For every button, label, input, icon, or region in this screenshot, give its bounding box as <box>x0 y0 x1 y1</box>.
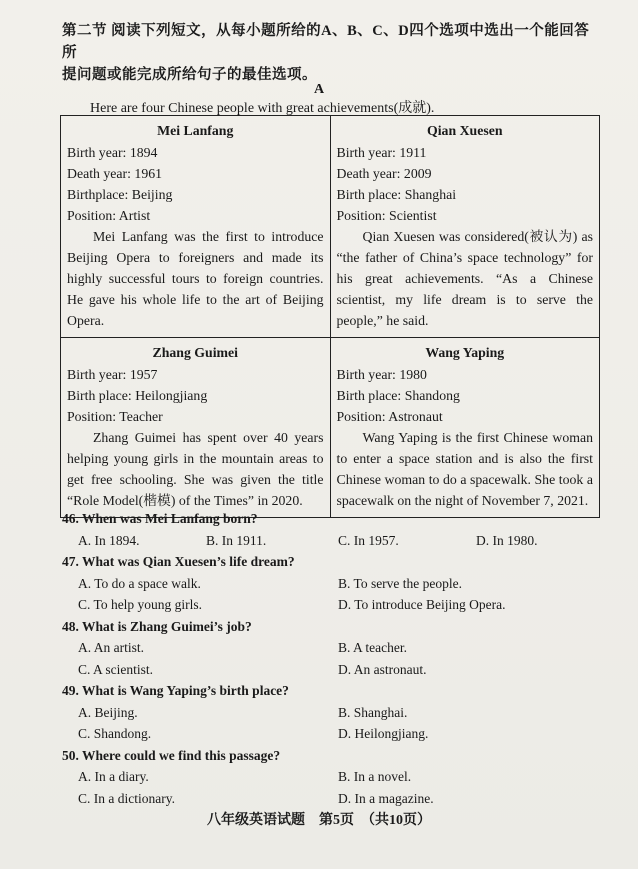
person-description: Mei Lanfang was the first to introduce Beijing Opera to foreigners and made its highly successful tours to foreign countries. He gave his whole life to the art of Beijing Opera. <box>67 229 324 328</box>
person-birth-year: Birth year: 1911 <box>336 145 427 160</box>
option-row <box>62 530 602 552</box>
person-description: Zhang Guimei has spent over 40 years helping young girls in the mountain areas to get free schooling. She was given the title “Role Model(楷模) of the Times” in 2020. <box>67 430 324 508</box>
person-cell-wang-yaping <box>330 338 600 518</box>
option-d[interactable]: D. Heilongjiang. <box>338 726 429 741</box>
option-d[interactable]: D. In a magazine. <box>338 790 434 806</box>
passage-intro: Here are four Chinese people with great achievements(成就). <box>90 101 435 116</box>
person-position: Position: Scientist <box>336 208 437 223</box>
option-d[interactable]: D. An astronaut. <box>338 661 427 677</box>
question-stem: 49. What is Wang Yaping’s birth place? <box>62 683 289 698</box>
option-b[interactable]: B. A teacher. <box>338 640 407 655</box>
option-d[interactable]: D. To introduce Beijing Opera. <box>338 597 506 612</box>
option-b[interactable]: B. In 1911. <box>206 532 267 548</box>
option-b[interactable]: B. In a novel. <box>338 769 412 784</box>
person-position: Position: Teacher <box>67 409 163 424</box>
people-table <box>60 115 600 518</box>
person-birthplace: Birth place: Shanghai <box>336 187 457 202</box>
table-row <box>61 116 600 338</box>
option-c[interactable]: C. In a dictionary. <box>78 790 175 806</box>
person-birthplace: Birth place: Shandong <box>336 388 460 403</box>
person-death-year: Death year: 2009 <box>336 166 432 181</box>
person-cell-mei-lanfang <box>61 116 331 338</box>
page-footer: 八年级英语试题 第5页 （共10页） <box>207 813 431 828</box>
question-stem: 50. Where could we find this passage? <box>62 747 281 763</box>
person-description: Wang Yaping is the first Chinese woman to enter a space station and is also the first Chinese woman to do a spacewalk. She took a spacewalk on the night of November 7, 2021. <box>336 430 593 508</box>
option-c[interactable]: C. To help young girls. <box>78 597 203 612</box>
option-c[interactable]: C. Shandong. <box>78 726 152 741</box>
option-b[interactable]: B. Shanghai. <box>338 704 408 720</box>
person-name: Mei Lanfang <box>157 123 234 138</box>
person-description: Qian Xuesen was considered(被认为) as “the father of China’s space technology” for his great achievements. “As a Chinese scientist, my life dream is to serve the people,” he said. <box>336 229 593 328</box>
option-d[interactable]: D. In 1980. <box>476 532 538 548</box>
option-row <box>62 723 602 745</box>
option-row <box>62 766 602 788</box>
option-c[interactable]: C. In 1957. <box>338 532 399 548</box>
person-death-year: Death year: 1961 <box>67 166 163 181</box>
option-a[interactable]: A. Beijing. <box>78 704 138 720</box>
instructions-line-1: 第二节 阅读下列短文，从每小题所给的A、B、C、D四个选项中选出一个能回答所 <box>62 23 590 61</box>
person-cell-qian-xuesen <box>330 116 600 338</box>
person-birth-year: Birth year: 1957 <box>67 367 158 382</box>
passage-letter: A <box>313 82 325 97</box>
person-birthplace: Birth place: Heilongjiang <box>67 388 208 403</box>
person-birth-year: Birth year: 1894 <box>67 145 158 160</box>
option-row <box>62 788 602 810</box>
option-c[interactable]: C. A scientist. <box>78 661 154 677</box>
section-instructions <box>62 20 602 86</box>
option-row <box>62 594 602 616</box>
option-row <box>62 659 602 681</box>
person-position: Position: Astronaut <box>336 409 443 424</box>
option-a[interactable]: A. To do a space walk. <box>78 575 201 591</box>
table-row <box>61 338 600 518</box>
option-row <box>62 637 602 659</box>
person-name: Qian Xuesen <box>426 123 503 138</box>
option-a[interactable]: A. In a diary. <box>78 769 149 784</box>
person-name: Wang Yaping <box>425 345 505 360</box>
person-name: Zhang Guimei <box>152 345 238 360</box>
option-row <box>62 573 602 595</box>
option-a[interactable]: A. In 1894. <box>78 532 140 548</box>
person-birthplace: Birthplace: Beijing <box>67 187 173 202</box>
question-stem: 47. What was Qian Xuesen’s life dream? <box>62 554 295 569</box>
option-a[interactable]: A. An artist. <box>78 640 144 655</box>
question-stem: 46. When was Mei Lanfang born? <box>62 511 258 526</box>
instructions-line-2: 提问题或能完成所给句子的最佳选项。 <box>62 67 317 83</box>
option-b[interactable]: B. To serve the people. <box>338 575 463 591</box>
person-cell-zhang-guimei <box>61 338 331 518</box>
person-birth-year: Birth year: 1980 <box>336 367 427 382</box>
person-position: Position: Artist <box>67 208 151 223</box>
question-list <box>62 508 602 809</box>
option-row <box>62 702 602 724</box>
question-stem: 48. What is Zhang Guimei’s job? <box>62 618 252 634</box>
